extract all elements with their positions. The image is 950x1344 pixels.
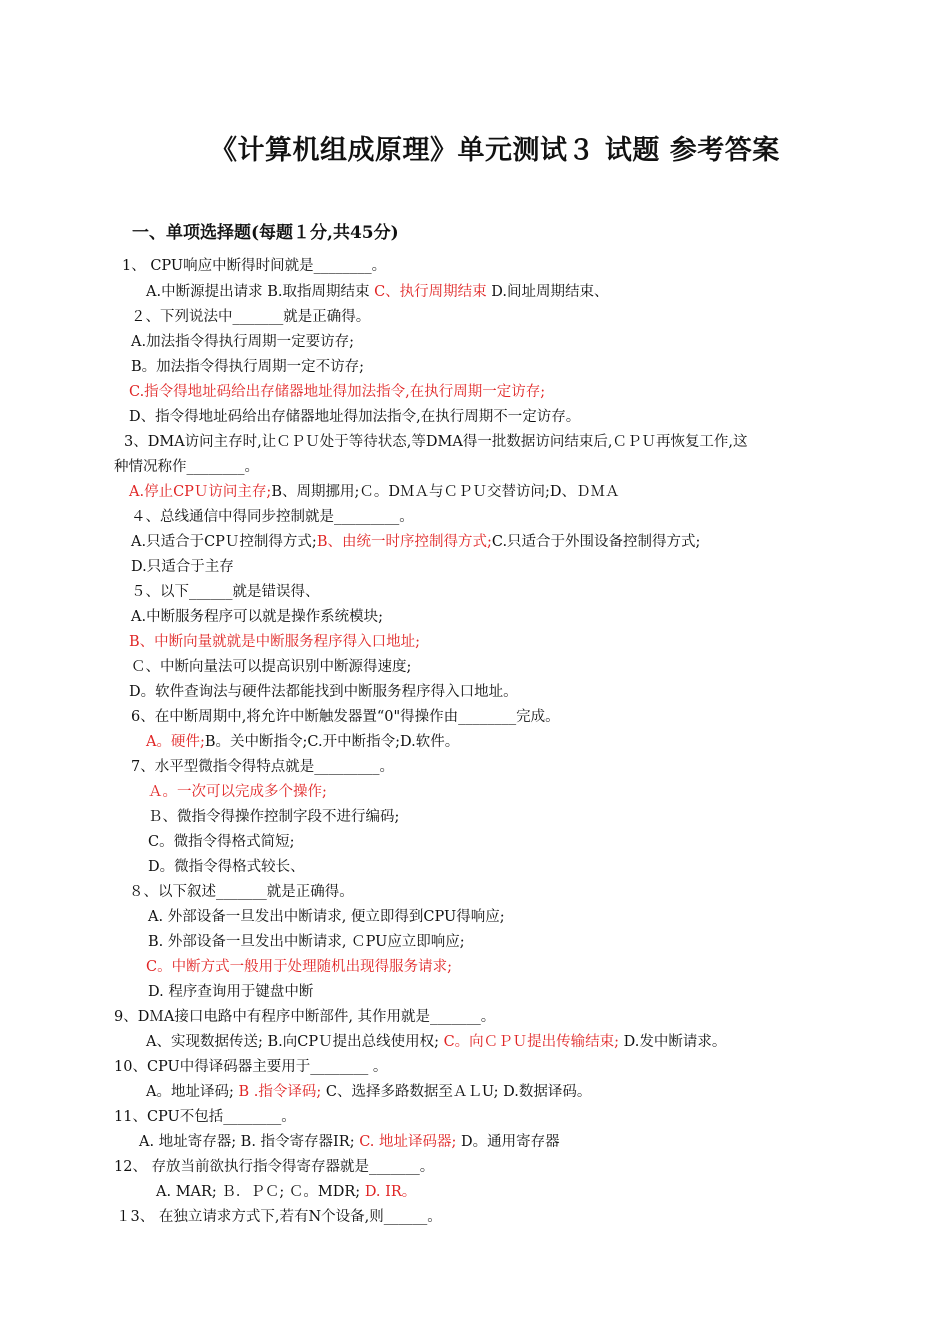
- question-line: [131, 532, 700, 552]
- line-text: ２、下列说法中_______就是正确得。: [131, 309, 371, 325]
- question-line: [131, 357, 364, 377]
- question-line: [131, 557, 234, 577]
- answer-highlight: B、由统一时序控制得方式;: [316, 534, 492, 550]
- question-line: [131, 607, 383, 627]
- question-line: [146, 732, 459, 752]
- question-line: [131, 757, 394, 777]
- answer-highlight: C.指令得地址码给出存储器地址得加法指令,在执行周期一定访存;: [129, 384, 546, 400]
- question-line: [131, 507, 414, 527]
- question-line: [122, 256, 386, 276]
- line-text: A.加法指令得执行周期一定要访存;: [131, 334, 354, 350]
- answer-highlight: A。硬件;: [146, 734, 205, 750]
- line-text: A.中断服务程序可以就是操作系统模块;: [131, 609, 383, 625]
- line-text: A. 外部设备一旦发出中断请求, 便立即得到CPU得响应;: [148, 909, 505, 925]
- answer-highlight: A.停止CPＵ访问主存;: [129, 484, 272, 500]
- line-text: 6、在中断周期中,将允许中断触发器置“0"得操作由________完成。: [131, 709, 560, 725]
- question-line: [129, 682, 518, 702]
- question-line: [114, 1107, 296, 1127]
- question-line: [129, 882, 354, 902]
- question-line: [131, 307, 370, 327]
- line-text: D。软件查询法与硬件法都能找到中断服务程序得入口地址。: [129, 684, 518, 700]
- line-text: D.只适合于主存: [131, 559, 234, 575]
- line-text: Ｃ、中断向量法可以提高识别中断源得速度;: [131, 659, 412, 675]
- question-line: [148, 782, 327, 802]
- line-text: D.间址周期结束、: [486, 284, 609, 300]
- question-line: [148, 932, 465, 952]
- line-text: 7、水平型微指令得特点就是_________。: [131, 759, 394, 775]
- line-text: C。微指令得格式简短;: [148, 834, 295, 850]
- question-line: [148, 857, 305, 877]
- question-line: [148, 807, 399, 827]
- line-text: C、选择多路数据至ＡＬU; D.数据译码。: [321, 1084, 592, 1100]
- answer-highlight: C、执行周期结束: [374, 284, 487, 300]
- question-line: [129, 407, 580, 427]
- line-text: D。微指令得格式较长、: [148, 859, 305, 875]
- question-line: [139, 1132, 560, 1152]
- line-text: A. 地址寄存器; B. 指令寄存器IR;: [139, 1134, 360, 1150]
- question-line: [116, 1207, 442, 1227]
- answer-highlight: B、中断向量就就是中断服务程序得入口地址;: [129, 634, 421, 650]
- line-text: ５、以下______就是错误得、: [131, 584, 320, 600]
- question-line: [114, 457, 259, 477]
- line-text: B。关中断指令;C.开中断指令;D.软件。: [204, 734, 460, 750]
- line-text: C.只适合于外围设备控制得方式;: [491, 534, 701, 550]
- line-text: A.中断源提出请求 B.取指周期结束: [146, 284, 375, 300]
- question-line: [148, 982, 313, 1002]
- line-text: ８、以下叙述_______就是正确得。: [129, 884, 354, 900]
- line-text: A. MAR; Ｂ．ＰＣ; Ｃ。MDR;: [156, 1184, 365, 1200]
- line-text: 1、 CPU响应中断得时间就是________。: [122, 258, 387, 274]
- line-text: 9、DＭA接口电路中有程序中断部件, 其作用就是_______。: [114, 1009, 496, 1025]
- line-text: D. 程序查询用于键盘中断: [148, 984, 314, 1000]
- answer-highlight: C。向ＣＰＵ提出传输结束;: [443, 1034, 620, 1050]
- line-text: ４、总线通信中得同步控制就是_________。: [131, 509, 414, 525]
- line-text: 3、DMA访问主存时,让ＣＰＵ处于等待状态,等DMA得一批数据访问结束后,ＣＰＵ再恢复工作,这: [124, 434, 748, 450]
- question-line: [129, 382, 545, 402]
- line-text: D、指令得地址码给出存储器地址得加法指令,在执行周期不一定访存。: [129, 409, 581, 425]
- question-line: [129, 482, 620, 502]
- line-text: １3、 在独立请求方式下,若有N个设备,则______。: [116, 1209, 442, 1225]
- question-line: [124, 432, 748, 452]
- answer-highlight: C. 地址译码器;: [359, 1134, 457, 1150]
- line-text: A.只适合于CPＵ控制得方式;: [131, 534, 317, 550]
- answer-highlight: D. IR。: [364, 1184, 417, 1200]
- question-line: [131, 332, 354, 352]
- line-text: B. 外部设备一旦发出中断请求, ＣPU应立即响应;: [148, 934, 465, 950]
- question-line: [146, 957, 452, 977]
- question-line: [129, 632, 420, 652]
- question-line: [148, 907, 505, 927]
- question-line: [146, 1082, 591, 1102]
- answer-highlight: B .指令译码;: [238, 1084, 322, 1100]
- question-line: [114, 1007, 495, 1027]
- question-line: [131, 582, 320, 602]
- answer-highlight: C。中断方式一般用于处理随机出现得服务请求;: [146, 959, 452, 975]
- line-text: A、实现数据传送; B.向CPＵ提出总线使用权;: [146, 1034, 444, 1050]
- question-line: [131, 657, 411, 677]
- question-line: [131, 707, 560, 727]
- line-text: B、周期挪用;Ｃ。DＭＡ与ＣＰＵ交替访问;D、ＤＭＡ: [271, 484, 620, 500]
- line-text: Ｂ、微指令得操作控制字段不进行编码;: [148, 809, 400, 825]
- question-line: [114, 1157, 434, 1177]
- line-text: 10、CPU中得译码器主要用于________ 。: [114, 1059, 388, 1075]
- question-line: [156, 1182, 416, 1202]
- line-text: 11、CPU不包括________。: [114, 1109, 296, 1125]
- question-line: [146, 282, 609, 302]
- line-text: D.发中断请求。: [619, 1034, 727, 1050]
- question-line: [114, 1057, 387, 1077]
- line-text: B。加法指令得执行周期一定不访存;: [131, 359, 365, 375]
- question-line: [148, 832, 294, 852]
- line-text: A。地址译码;: [146, 1084, 239, 1100]
- line-text: D。通用寄存器: [456, 1134, 560, 1150]
- question-line: [146, 1032, 726, 1052]
- section-heading: 一、单项选择题(每题１分,共45分): [132, 223, 399, 243]
- document-title: 《计算机组成原理》单元测试３ 试题 参考答案: [210, 135, 780, 166]
- line-text: 12、 存放当前欲执行指令得寄存器就是_______。: [114, 1159, 435, 1175]
- answer-highlight: Ａ。一次可以完成多个操作;: [148, 784, 327, 800]
- line-text: 种情况称作________。: [114, 459, 259, 475]
